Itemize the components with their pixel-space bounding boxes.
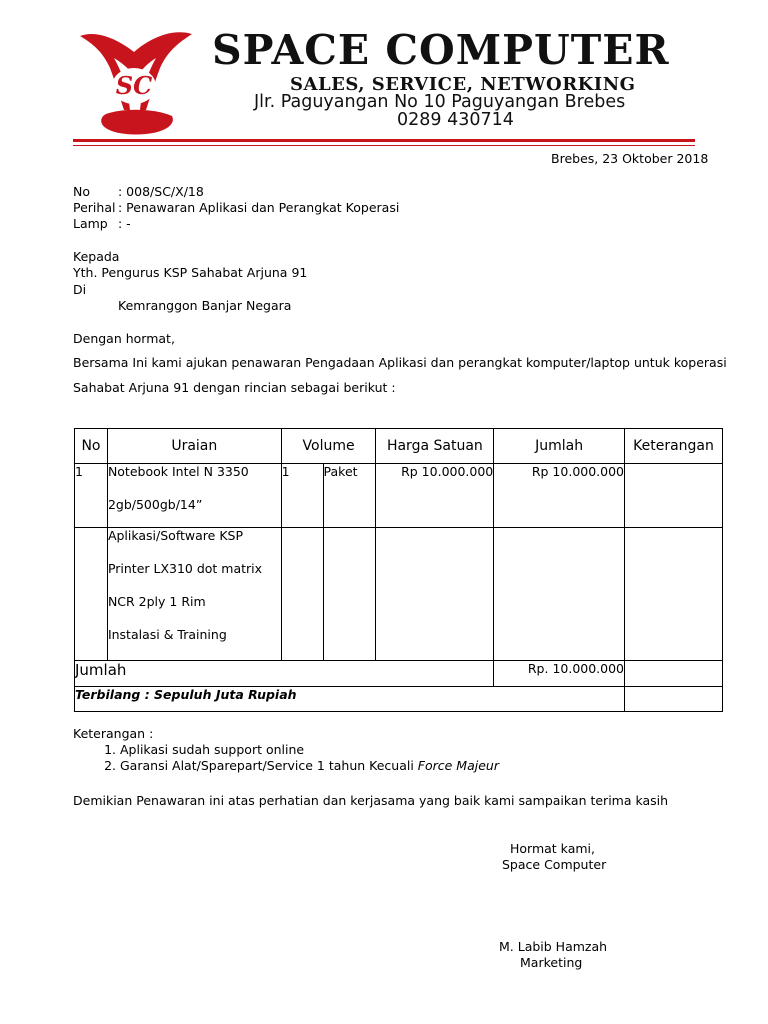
row1-jumlah: Rp 10.000.000	[494, 464, 625, 528]
company-phone: 0289 430714	[397, 110, 514, 130]
letter-date: Brebes, 23 Oktober 2018	[551, 151, 709, 166]
company-address: Jlr. Paguyangan No 10 Paguyangan Brebes	[254, 92, 626, 112]
table-total-row	[75, 661, 723, 687]
svg-text:SC: SC	[115, 71, 153, 100]
no-value: : 008/SC/X/18	[118, 184, 204, 199]
company-logo	[76, 28, 196, 140]
row2-keterangan	[625, 528, 723, 661]
row2-jumlah	[494, 528, 625, 661]
row1-keterangan	[625, 464, 723, 528]
row1-uraian-line-2: 2gb/500gb/14”	[107, 497, 203, 512]
header-volume: Volume	[281, 429, 376, 464]
row1-qty: 1	[281, 464, 323, 528]
recipient-name: Yth. Pengurus KSP Sahabat Arjuna 91	[73, 265, 308, 280]
notes-list	[74, 742, 499, 774]
closing-sentence: Demikian Penawaran ini atas perhatian dan kerjasama yang baik kami sampaikan terima kasih	[73, 793, 669, 808]
perihal-label: Perihal	[73, 200, 116, 215]
row2-qty	[281, 528, 323, 661]
closing-company: Space Computer	[502, 857, 607, 872]
lamp-value: : -	[118, 216, 131, 231]
row1-harga: Rp 10.000.000	[376, 464, 494, 528]
letterhead-rule-thin	[73, 145, 695, 146]
company-tagline: SALES, SERVICE, NETWORKING	[290, 74, 636, 95]
row2-no	[75, 528, 108, 661]
header-jumlah: Jumlah	[494, 429, 625, 464]
row1-no: 1	[75, 464, 108, 528]
table-row	[75, 528, 723, 661]
header-keterangan: Keterangan	[625, 429, 723, 464]
note-1-text: Aplikasi sudah support online	[120, 742, 305, 757]
terbilang-keterangan	[625, 687, 723, 712]
no-label: No	[73, 184, 90, 199]
table-header-row	[75, 429, 723, 464]
row2-item-2: Printer LX310 dot matrix	[107, 561, 263, 576]
row2-harga	[376, 528, 494, 661]
row2-item-3: NCR 2ply 1 Rim	[107, 594, 206, 609]
note-2-text: Garansi Alat/Sparepart/Service 1 tahun Kecuali	[120, 758, 418, 773]
recipient-place: Kemranggon Banjar Negara	[118, 298, 292, 313]
company-name: SPACE COMPUTER	[212, 26, 670, 74]
total-keterangan	[625, 661, 723, 687]
signer-name: M. Labib Hamzah	[499, 939, 608, 954]
greeting: Dengan hormat,	[73, 331, 175, 346]
terbilang-text: Terbilang : Sepuluh Juta Rupiah	[75, 687, 625, 712]
header-no: No	[75, 429, 108, 464]
table-terbilang-row	[75, 687, 723, 712]
table-row	[75, 464, 723, 528]
notes-title: Keterangan :	[73, 726, 154, 741]
row1-uraian	[107, 464, 281, 528]
lamp-label: Lamp	[73, 216, 108, 231]
header-harga-satuan: Harga Satuan	[376, 429, 494, 464]
signer-role: Marketing	[520, 955, 583, 970]
row2-item-4: Instalasi & Training	[107, 627, 227, 642]
offer-table	[74, 428, 723, 712]
perihal-value: : Penawaran Aplikasi dan Perangkat Koperasi	[118, 200, 400, 215]
row1-uraian-line-1: Notebook Intel N 3350	[107, 464, 249, 479]
header-uraian: Uraian	[107, 429, 281, 464]
recipient-di: Di	[73, 282, 87, 297]
closing-regards: Hormat kami,	[510, 841, 595, 856]
recipient-kepada: Kepada	[73, 249, 120, 264]
body-line-1: Bersama Ini kami ajukan penawaran Pengadaan Aplikasi dan perangkat komputer/laptop untuk koperasi	[73, 355, 727, 370]
list-item	[120, 742, 499, 758]
row2-item-1: Aplikasi/Software KSP	[107, 528, 243, 543]
row1-unit: Paket	[323, 464, 376, 528]
row2-unit	[323, 528, 376, 661]
body-line-2: Sahabat Arjuna 91 dengan rincian sebagai berikut :	[73, 380, 396, 395]
logo-emblem-icon	[76, 28, 196, 140]
list-item	[120, 758, 499, 774]
total-value: Rp. 10.000.000	[494, 661, 625, 687]
letterhead-rule-thick	[73, 139, 695, 142]
row2-uraian	[107, 528, 281, 661]
total-label: Jumlah	[75, 661, 494, 687]
note-2-italic: Force Majeur	[417, 758, 499, 773]
